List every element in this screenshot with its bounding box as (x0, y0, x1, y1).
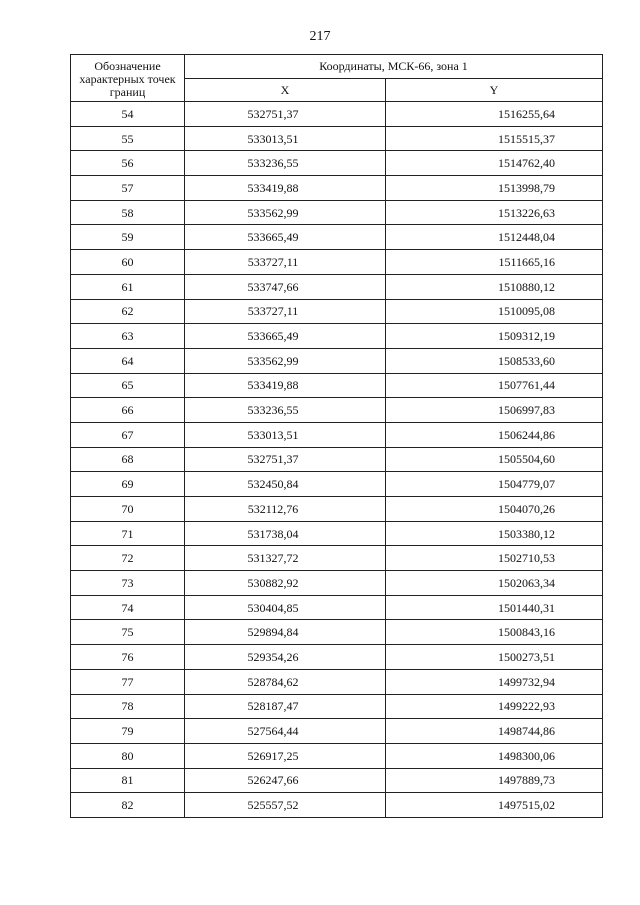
point-cell: 62 (71, 299, 185, 324)
x-column-header: X (185, 79, 386, 102)
x-coordinate-cell: 531738,04 (185, 521, 386, 546)
point-cell: 54 (71, 102, 185, 127)
x-coordinate-cell: 533419,88 (185, 176, 386, 201)
coordinates-table (70, 54, 603, 818)
x-coordinate-cell: 532450,84 (185, 472, 386, 497)
table-row (71, 669, 603, 694)
x-coordinate-cell: 530404,85 (185, 595, 386, 620)
x-coordinate-cell: 528784,62 (185, 669, 386, 694)
y-coordinate-cell: 1510095,08 (386, 299, 603, 324)
y-coordinate-cell: 1502063,34 (386, 571, 603, 596)
point-cell: 63 (71, 324, 185, 349)
point-cell: 58 (71, 200, 185, 225)
x-coordinate-cell: 533562,99 (185, 348, 386, 373)
table-row (71, 225, 603, 250)
x-coordinate-cell: 533236,55 (185, 151, 386, 176)
table-row (71, 694, 603, 719)
point-cell: 65 (71, 373, 185, 398)
table-row (71, 151, 603, 176)
x-coordinate-cell: 532112,76 (185, 497, 386, 522)
point-designation-header: Обозначение характерных точек границ (71, 55, 185, 102)
y-coordinate-cell: 1506997,83 (386, 398, 603, 423)
y-coordinate-cell: 1497889,73 (386, 768, 603, 793)
point-cell: 64 (71, 348, 185, 373)
table-header-row (71, 55, 603, 79)
y-coordinate-cell: 1504070,26 (386, 497, 603, 522)
table-row (71, 348, 603, 373)
table-row (71, 546, 603, 571)
point-cell: 73 (71, 571, 185, 596)
y-coordinate-cell: 1509312,19 (386, 324, 603, 349)
table-row (71, 176, 603, 201)
x-coordinate-cell: 533727,11 (185, 299, 386, 324)
table-row (71, 324, 603, 349)
table-row (71, 398, 603, 423)
point-cell: 60 (71, 250, 185, 275)
x-coordinate-cell: 533665,49 (185, 324, 386, 349)
x-coordinate-cell: 527564,44 (185, 719, 386, 744)
x-coordinate-cell: 533727,11 (185, 250, 386, 275)
x-coordinate-cell: 529354,26 (185, 645, 386, 670)
y-coordinate-cell: 1516255,64 (386, 102, 603, 127)
x-coordinate-cell: 525557,52 (185, 793, 386, 818)
table-row (71, 102, 603, 127)
y-coordinate-cell: 1499222,93 (386, 694, 603, 719)
table-row (71, 521, 603, 546)
point-cell: 72 (71, 546, 185, 571)
x-coordinate-cell: 533562,99 (185, 200, 386, 225)
x-coordinate-cell: 532751,37 (185, 447, 386, 472)
page-number: 217 (309, 29, 331, 44)
y-coordinate-cell: 1508533,60 (386, 348, 603, 373)
point-cell: 74 (71, 595, 185, 620)
table-row (71, 620, 603, 645)
table-row (71, 645, 603, 670)
point-cell: 82 (71, 793, 185, 818)
table-row (71, 447, 603, 472)
y-coordinate-cell: 1498300,06 (386, 743, 603, 768)
table-row (71, 595, 603, 620)
table-row (71, 299, 603, 324)
point-cell: 69 (71, 472, 185, 497)
x-coordinate-cell: 533013,51 (185, 422, 386, 447)
table-row (71, 422, 603, 447)
y-coordinate-cell: 1504779,07 (386, 472, 603, 497)
x-coordinate-cell: 526917,25 (185, 743, 386, 768)
y-coordinate-cell: 1500843,16 (386, 620, 603, 645)
table-row (71, 719, 603, 744)
y-coordinate-cell: 1515515,37 (386, 126, 603, 151)
point-cell: 81 (71, 768, 185, 793)
point-cell: 75 (71, 620, 185, 645)
y-coordinate-cell: 1514762,40 (386, 151, 603, 176)
point-cell: 70 (71, 497, 185, 522)
x-coordinate-cell: 526247,66 (185, 768, 386, 793)
x-coordinate-cell: 533419,88 (185, 373, 386, 398)
point-cell: 59 (71, 225, 185, 250)
x-coordinate-cell: 533747,66 (185, 274, 386, 299)
table-row (71, 126, 603, 151)
y-coordinate-cell: 1510880,12 (386, 274, 603, 299)
y-coordinate-cell: 1503380,12 (386, 521, 603, 546)
point-cell: 71 (71, 521, 185, 546)
y-coordinate-cell: 1501440,31 (386, 595, 603, 620)
x-coordinate-cell: 533665,49 (185, 225, 386, 250)
point-cell: 61 (71, 274, 185, 299)
point-cell: 68 (71, 447, 185, 472)
y-coordinate-cell: 1513998,79 (386, 176, 603, 201)
y-coordinate-cell: 1505504,60 (386, 447, 603, 472)
table-row (71, 250, 603, 275)
table-body (71, 102, 603, 818)
table-row (71, 274, 603, 299)
y-coordinate-cell: 1499732,94 (386, 669, 603, 694)
x-coordinate-cell: 528187,47 (185, 694, 386, 719)
y-coordinate-cell: 1511665,16 (386, 250, 603, 275)
table-row (71, 743, 603, 768)
point-cell: 79 (71, 719, 185, 744)
point-cell: 76 (71, 645, 185, 670)
x-coordinate-cell: 529894,84 (185, 620, 386, 645)
table-row (71, 768, 603, 793)
y-coordinate-cell: 1498744,86 (386, 719, 603, 744)
point-cell: 77 (71, 669, 185, 694)
point-cell: 66 (71, 398, 185, 423)
point-cell: 55 (71, 126, 185, 151)
y-coordinate-cell: 1502710,53 (386, 546, 603, 571)
table-row (71, 200, 603, 225)
y-coordinate-cell: 1513226,63 (386, 200, 603, 225)
x-coordinate-cell: 531327,72 (185, 546, 386, 571)
y-coordinate-cell: 1506244,86 (386, 422, 603, 447)
y-coordinate-cell: 1500273,51 (386, 645, 603, 670)
point-cell: 57 (71, 176, 185, 201)
y-coordinate-cell: 1507761,44 (386, 373, 603, 398)
table-row (71, 793, 603, 818)
table-row (71, 373, 603, 398)
x-coordinate-cell: 533013,51 (185, 126, 386, 151)
y-coordinate-cell: 1512448,04 (386, 225, 603, 250)
point-cell: 67 (71, 422, 185, 447)
coordinates-group-header: Координаты, МСК-66, зона 1 (185, 55, 603, 79)
table-row (71, 472, 603, 497)
y-column-header: Y (386, 79, 603, 102)
table-row (71, 571, 603, 596)
y-coordinate-cell: 1497515,02 (386, 793, 603, 818)
x-coordinate-cell: 532751,37 (185, 102, 386, 127)
table-row (71, 497, 603, 522)
point-cell: 80 (71, 743, 185, 768)
x-coordinate-cell: 530882,92 (185, 571, 386, 596)
point-cell: 78 (71, 694, 185, 719)
table-header (71, 55, 603, 102)
point-cell: 56 (71, 151, 185, 176)
x-coordinate-cell: 533236,55 (185, 398, 386, 423)
